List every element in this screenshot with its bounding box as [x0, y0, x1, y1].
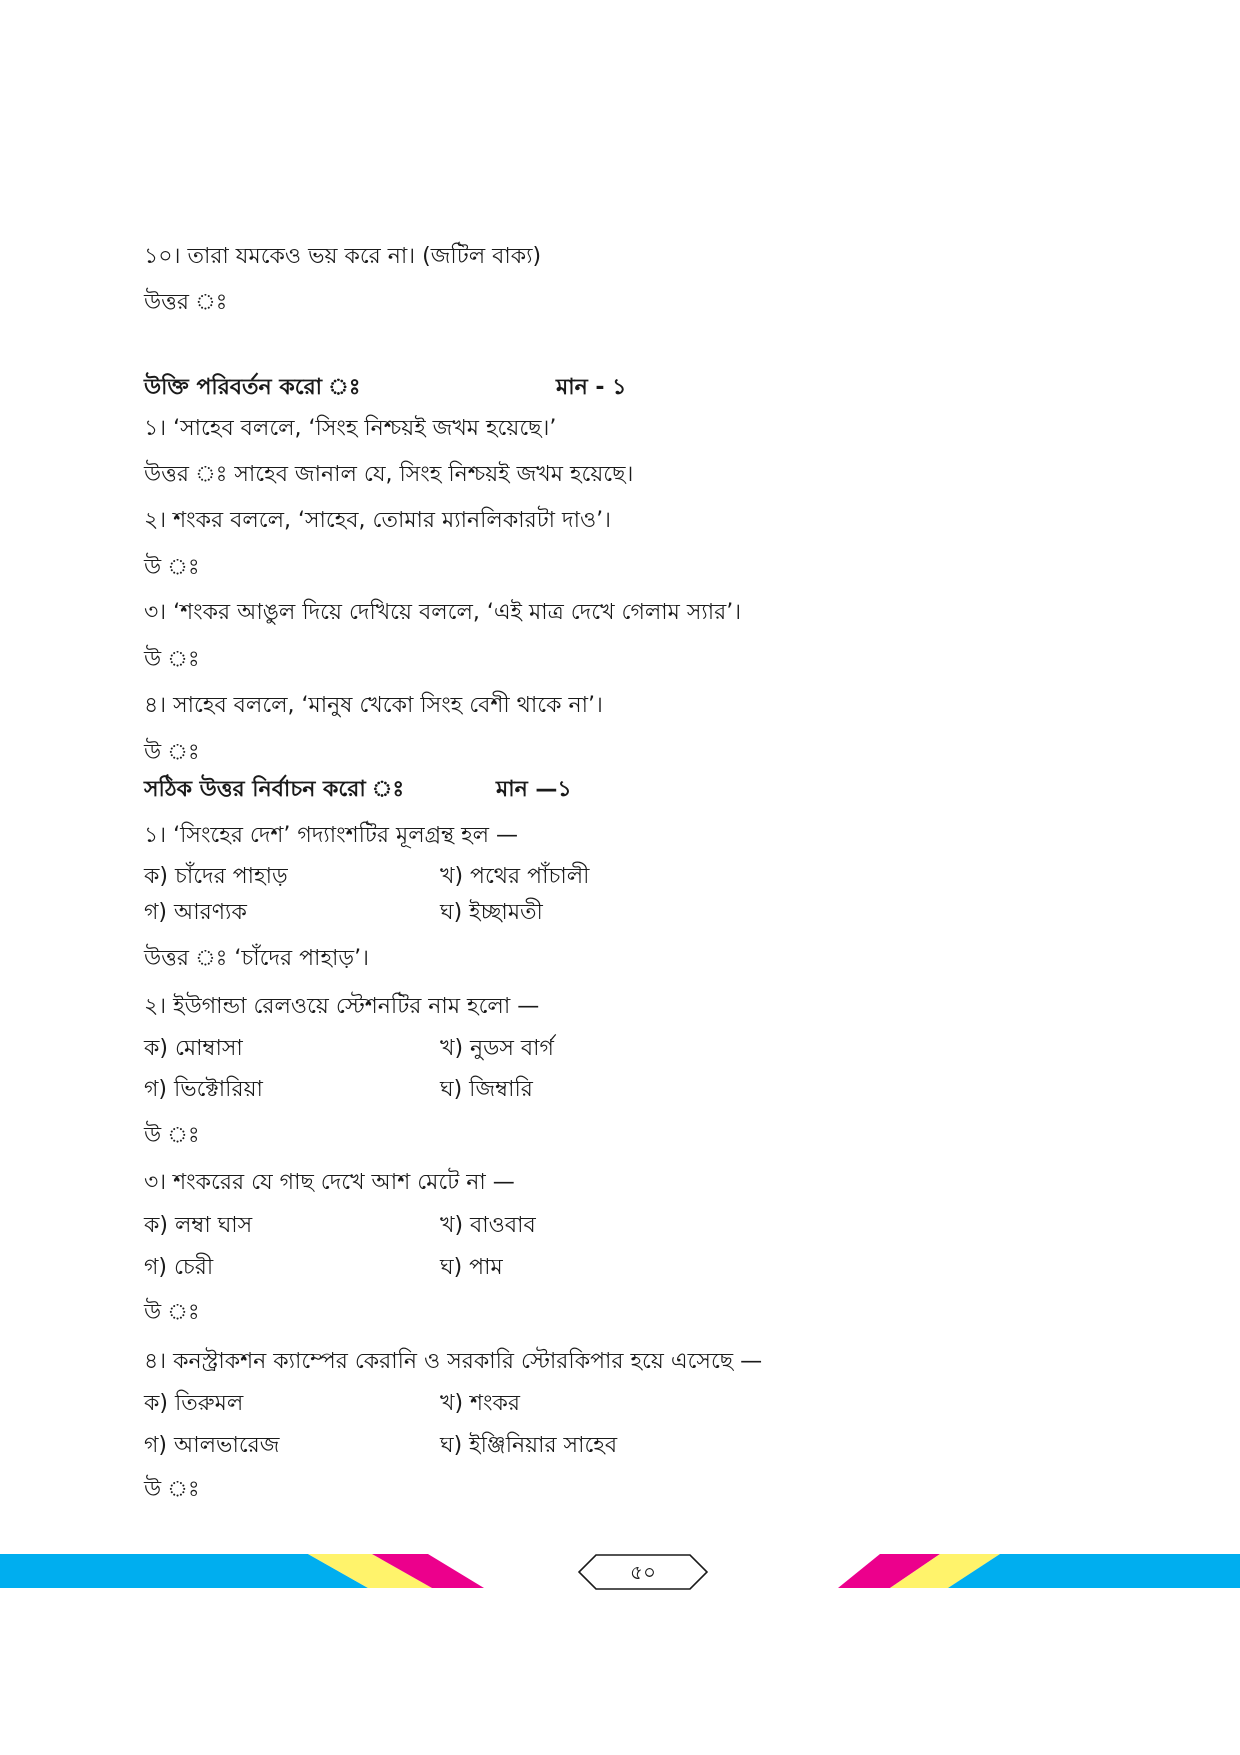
mcq3-question: ৩। শংকরের যে গাছ দেখে আশ মেটে না — [144, 1170, 515, 1195]
mcq2-answer: উ ঃ [144, 1123, 200, 1148]
footer-stripe-cyan-left [0, 1554, 368, 1588]
mcq3-option-ga: গ) চেরী [144, 1255, 214, 1280]
mcq1-answer: উত্তর ঃ ‘চাঁদের পাহাড়’। [144, 946, 369, 971]
mcq1-option-gha: ঘ) ইচ্ছামতী [440, 900, 543, 925]
mcq2-option-gha: ঘ) জিম্বারি [440, 1077, 533, 1102]
narration-q2: ২। শংকর বললে, ‘সাহেব, তোমার ম্যানলিকারটা দাও’। [144, 508, 612, 533]
mcq1-option-ga: গ) আরণ্যক [144, 900, 247, 925]
mcq1-option-kha: খ) পথের পাঁচালী [440, 864, 590, 889]
mcq4-option-gha: ঘ) ইঞ্জিনিয়ার সাহেব [440, 1433, 618, 1458]
narration-a3: উ ঃ [144, 647, 200, 672]
q10-question: ১০। তারা যমকেও ভয় করে না। (জটিল বাক্য) [144, 244, 542, 269]
mcq2-option-kha: খ) নুডস বার্গ [440, 1036, 554, 1061]
page-number: ৫০ [630, 1560, 656, 1584]
narration-q3: ৩। ‘শংকর আঙুল দিয়ে দেখিয়ে বললে, ‘এই মাত্র দেখে গেলাম স্যার’। [144, 600, 742, 625]
narration-a2: উ ঃ [144, 555, 200, 580]
mcq3-answer: উ ঃ [144, 1300, 200, 1325]
mcq4-option-ka: ক) তিরুমল [144, 1391, 244, 1416]
mcq4-option-kha: খ) শংকর [440, 1391, 521, 1416]
mcq3-option-kha: খ) বাওবাব [440, 1213, 536, 1238]
mcq-section-heading: সঠিক উত্তর নির্বাচন করো ঃ [144, 777, 405, 802]
narration-section-marks: মান - ১ [556, 375, 627, 400]
mcq3-option-gha: ঘ) পাম [440, 1255, 503, 1280]
mcq1-question: ১। ‘সিংহের দেশ’ গদ্যাংশটির মূলগ্রন্থ হল — [144, 823, 519, 848]
narration-a1: উত্তর ঃ সাহেব জানাল যে, সিংহ নিশ্চয়ই জখম হয়েছে। [144, 462, 634, 487]
mcq4-question: ৪। কনস্ট্রাকশন ক্যাম্পের কেরানি ও সরকারি স্টোরকিপার হয়ে এসেছে — [144, 1349, 763, 1374]
mcq4-option-ga: গ) আলভারেজ [144, 1433, 280, 1458]
narration-a4: উ ঃ [144, 740, 200, 765]
mcq3-option-ka: ক) লম্বা ঘাস [144, 1213, 253, 1238]
q10-answer-label: উত্তর ঃ [144, 290, 228, 315]
mcq-section-marks: মান —১ [496, 777, 572, 802]
narration-section-heading: উক্তি পরিবর্তন করো ঃ [144, 375, 361, 400]
narration-q1: ১। ‘সাহেব বললে, ‘সিংহ নিশ্চয়ই জখম হয়েছে।’ [144, 416, 557, 441]
mcq2-option-ka: ক) মোম্বাসা [144, 1036, 243, 1061]
mcq2-question: ২। ইউগান্ডা রেলওয়ে স্টেশনটির নাম হলো — [144, 994, 540, 1019]
narration-q4: ৪। সাহেব বললে, ‘মানুষ খেকো সিংহ বেশী থাকে না’। [144, 693, 603, 718]
mcq4-answer: উ ঃ [144, 1477, 200, 1502]
mcq2-option-ga: গ) ভিক্টোরিয়া [144, 1077, 263, 1102]
mcq1-option-ka: ক) চাঁদের পাহাড় [144, 864, 288, 889]
